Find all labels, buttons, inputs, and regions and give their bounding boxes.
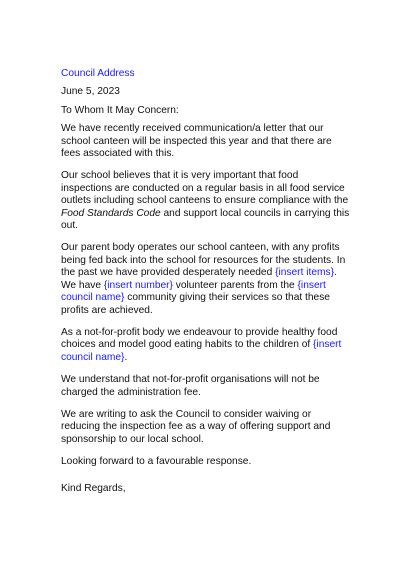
placeholder-insert-number: {insert number}	[103, 279, 173, 291]
signoff: Kind Regards,	[61, 482, 126, 494]
placeholder-insert-council-name: {insert council name}	[61, 279, 326, 304]
p2-text-a: Our school believes that it is very important that food inspections are conducted on a regular basis in all food service outlets including school canteens to ensure compliance with the	[61, 170, 349, 207]
p3-text-d: community giving their services so that these profits are achieved.	[61, 292, 330, 316]
p3-text-a: Our parent body operates our school canteen, with any profits being fed back into the school for resources for the students. In the past we have provided desperately needed	[61, 242, 346, 279]
p3-text-b: . We have	[61, 267, 337, 291]
p4-text-b: .	[124, 351, 128, 363]
letter-body	[61, 68, 351, 495]
letter-date: June 5, 2023	[61, 86, 120, 98]
placeholder-insert-items: {insert items}	[275, 267, 334, 279]
p4-text-a: As a not-for-profit body we endeavour to provide healthy food choices and model good eating habits to the children of	[61, 326, 338, 351]
paragraph-inspection-notice: We have recently received communication/a letter that our school canteen will be inspected this year and that there are fees associated with this.	[61, 123, 332, 160]
paragraph-not-for-profit	[61, 327, 351, 364]
closing-line: Looking forward to a favourable response.	[61, 456, 252, 468]
p2-text-b: and support local councils in carrying this out.	[61, 207, 350, 232]
paragraph-parent-body	[61, 242, 351, 316]
paragraph-food-inspections	[61, 170, 351, 232]
council-address: Council Address	[61, 68, 135, 79]
placeholder-insert-council-name-2: {insert council name}	[61, 339, 342, 363]
salutation: To Whom It May Concern:	[61, 104, 179, 116]
paragraph-request: We are writing to ask the Council to consider waiving or reducing the inspection fee as a way of offering support and sponsorship to our local school.	[61, 408, 331, 445]
food-standards-code: Food Standards Code	[61, 207, 161, 219]
paragraph-admin-fee: We understand that not-for-profit organisations will not be charged the administration fee.	[61, 374, 320, 398]
p3-text-c: volunteer parents from the	[172, 279, 298, 291]
